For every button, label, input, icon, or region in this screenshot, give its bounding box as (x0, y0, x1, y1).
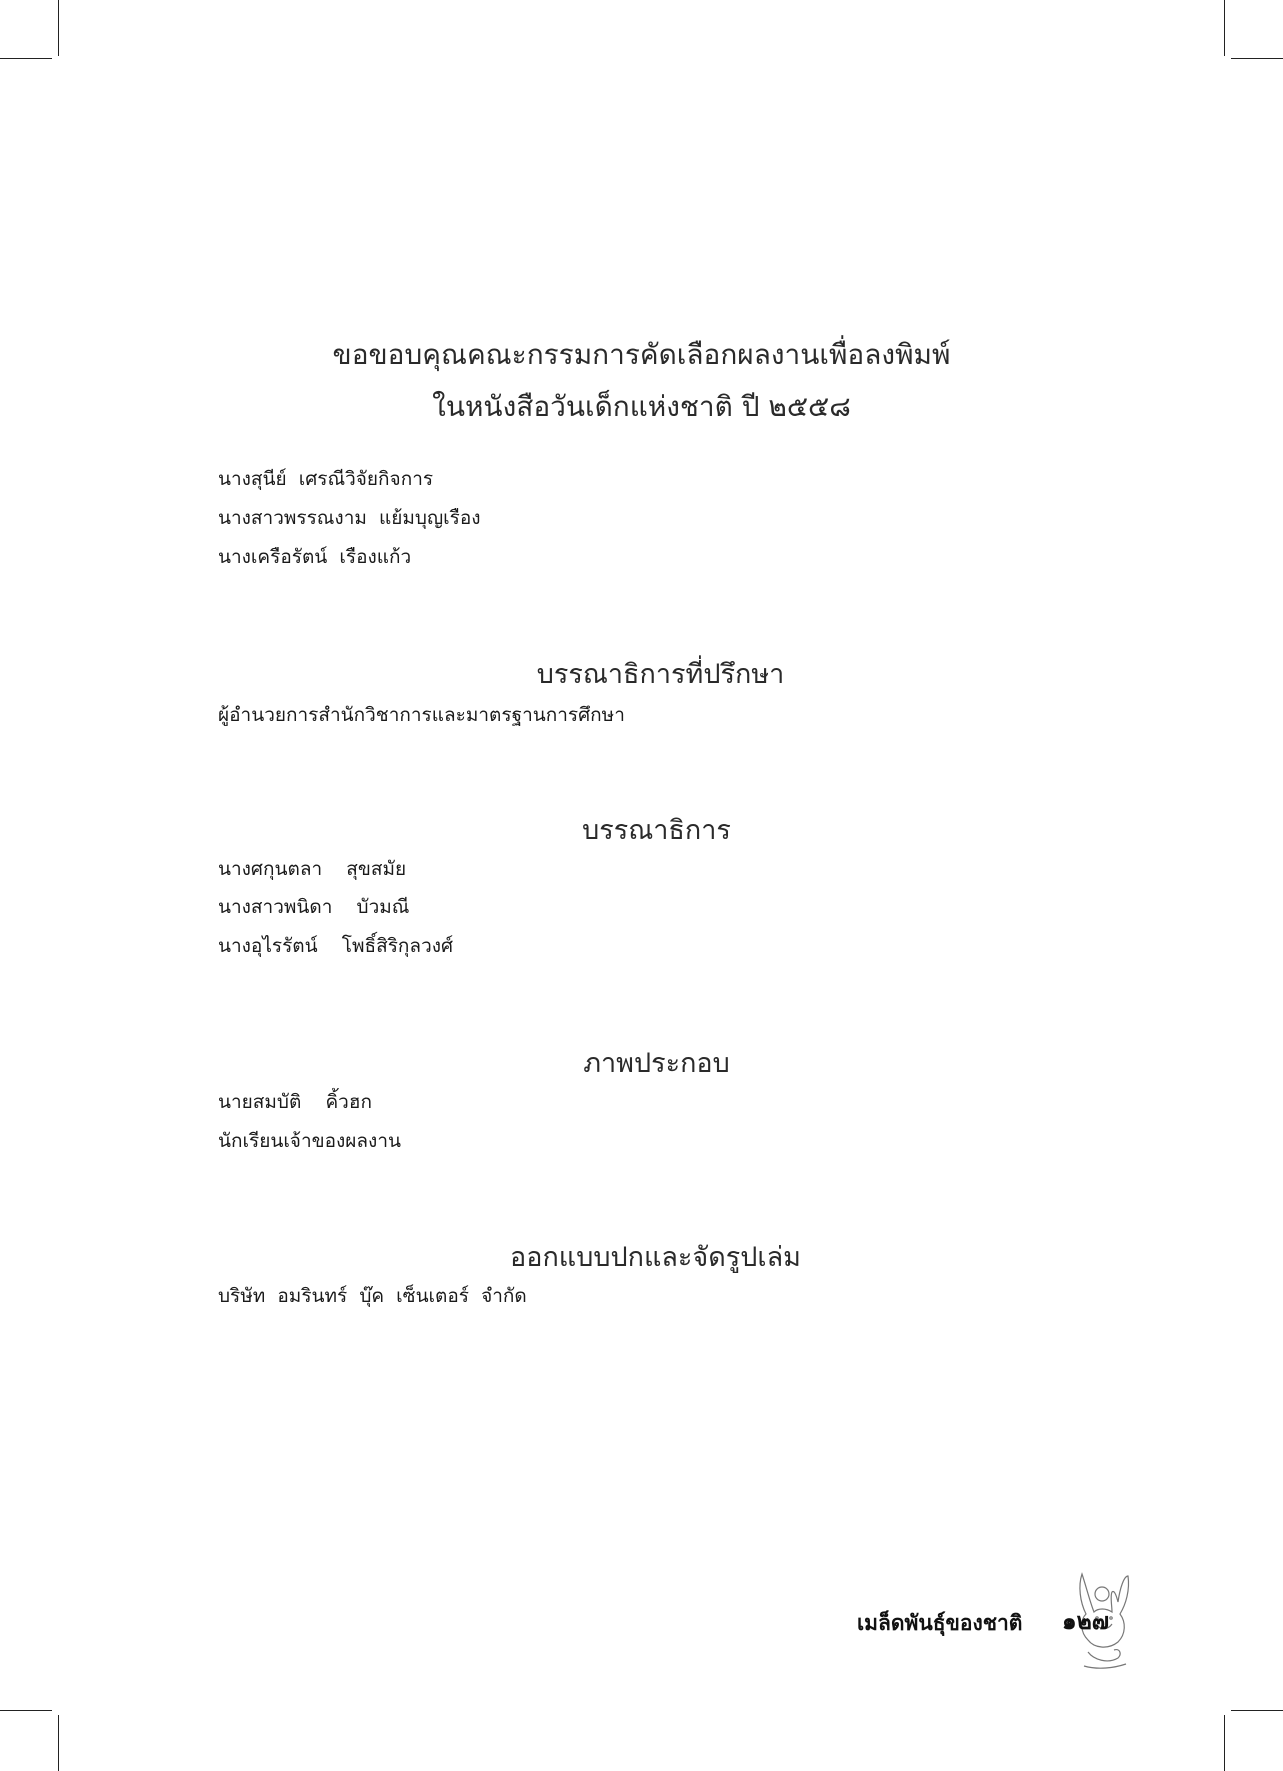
design-line: บริษัท อมรินทร์ บุ๊ค เซ็นเตอร์ จำกัด (218, 1285, 527, 1307)
page-title: ขอขอบคุณคณะกรรมการคัดเลือกผลงานเพื่อลงพิมพ์ (332, 338, 951, 371)
crop-mark (58, 0, 59, 56)
page-number: ๑๒๗ (1062, 1608, 1110, 1635)
design-heading: ออกแบบปกและจัดรูปเล่ม (510, 1242, 801, 1273)
crop-mark (1231, 58, 1283, 59)
illustrator-line: นายสมบัติ คิ้วฮก (218, 1091, 372, 1113)
editor-name: นางศกุนตลา สุขสมัย (218, 858, 407, 880)
editors-heading: บรรณาธิการ (582, 815, 731, 846)
advisor-line: ผู้อำนวยการสำนักวิชาการและมาตรฐานการศึกษา (218, 704, 625, 726)
editor-name: นางสาวพนิดา บัวมณี (218, 896, 410, 918)
committee-member: นางสาวพรรณงาม แย้มบุญเรือง (218, 507, 481, 529)
crop-mark (58, 1715, 59, 1771)
editor-name: นางอุไรรัตน์ โพธิ์สิริกุลวงศ์ (218, 935, 454, 957)
committee-member: นางสุนีย์ เศรณีวิจัยกิจการ (218, 468, 434, 490)
crop-mark (0, 58, 52, 59)
crop-mark (1224, 0, 1225, 56)
crop-mark (1231, 1710, 1283, 1711)
committee-member: นางเครือรัตน์ เรืองแก้ว (218, 546, 412, 568)
page-subtitle: ในหนังสือวันเด็กแห่งชาติ ปี ๒๕๕๘ (432, 390, 851, 423)
illustrator-line: นักเรียนเจ้าของผลงาน (218, 1130, 401, 1152)
illustration-heading: ภาพประกอบ (583, 1048, 730, 1079)
book-title: เมล็ดพันธุ์ของชาติ (857, 1610, 1023, 1635)
advisor-heading: บรรณาธิการที่ปรึกษา (536, 659, 785, 690)
crop-mark (0, 1710, 52, 1711)
crop-mark (1224, 1715, 1225, 1771)
